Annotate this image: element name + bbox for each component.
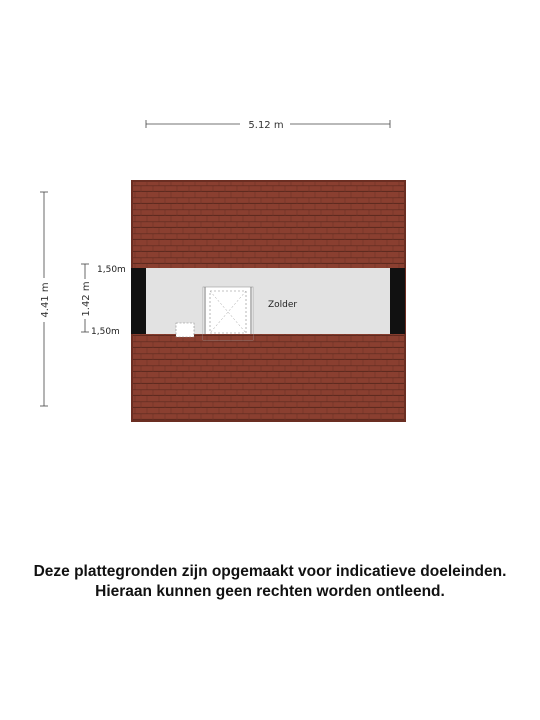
disclaimer-line-1: Deze plattegronden zijn opgemaakt voor indicatieve doeleinden. <box>33 563 507 580</box>
vent-box <box>176 323 194 337</box>
width-dimension <box>146 116 390 131</box>
room-zolder <box>131 268 405 340</box>
depth-dimension-label: 4.41 m <box>40 282 51 318</box>
room-label-zolder: Zolder <box>268 300 298 310</box>
width-dimension-label: 5.12 m <box>248 120 284 131</box>
disclaimer-line-2: Hieraan kunnen geen rechten worden ontleend. <box>95 583 445 600</box>
inner-depth-dimension <box>78 264 92 332</box>
depth-dimension <box>37 192 51 406</box>
upper-height-label: 1,50m <box>97 265 126 275</box>
lower-height-label: 1,50m <box>91 327 120 337</box>
right-gable-wall <box>390 268 405 334</box>
stair-hatch <box>203 287 253 340</box>
left-gable-wall <box>131 268 146 334</box>
inner-depth-dimension-label: 1.42 m <box>81 281 92 317</box>
